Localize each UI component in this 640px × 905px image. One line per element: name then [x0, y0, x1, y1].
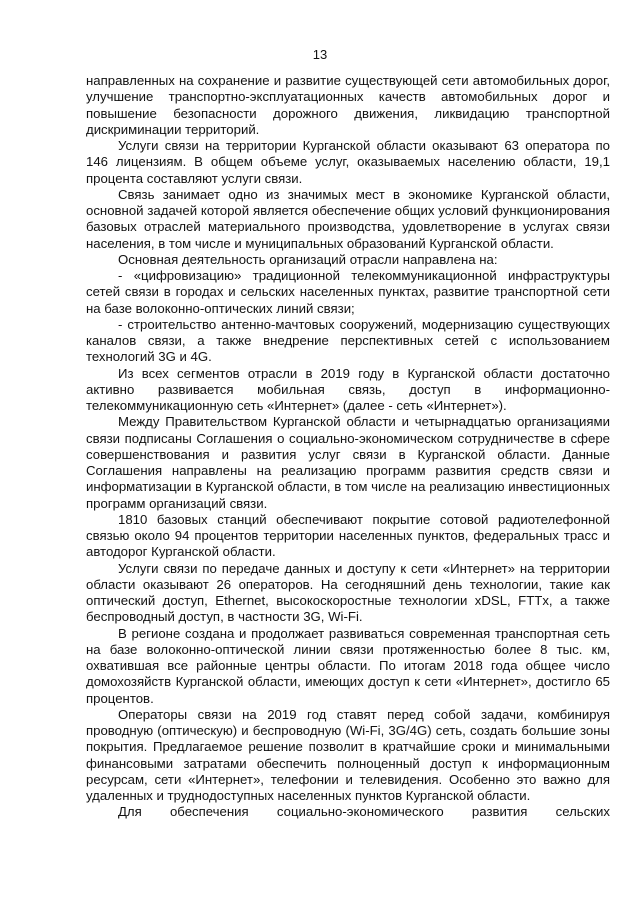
- paragraph: Услуги связи на территории Курганской области оказывают 63 оператора по 146 лицензиям. В общем объеме услуг, оказываемых населению области, 19,1 процента составляют услуги связи.: [86, 138, 610, 186]
- paragraph: Операторы связи на 2019 год ставят перед собой задачи, комбинируя проводную (оптическую) и беспроводную (Wi-Fi, 3G/4G) сеть, создать большие зоны покрытия. Предлагаемое решение позволит в кратчайшие сроки и минимальными финансовыми затратами обеспечить полноценный доступ к информационным ресурсам, сети «Интернет», телефонии и телевидения. Особенно это важно для удаленных и труднодоступных населенных пунктов Курганской области.: [86, 706, 610, 803]
- paragraph: Услуги связи по передаче данных и доступу к сети «Интернет» на территории области оказывают 26 операторов. На сегодняшний день технологии, такие как оптический доступ, Ethernet, высокоскоростные технологии xDSL, FTTx, а также беспроводный доступ, в частности 3G, Wi-Fi.: [86, 560, 610, 625]
- paragraph: В регионе создана и продолжает развиваться современная транспортная сеть на базе волоконно-оптической линии связи протяженностью более 8 тыс. км, охватившая все районные центры области. По итогам 2018 года общее число домохозяйств Курганской области, имеющих доступ к сети «Интернет», достигло 65 процентов.: [86, 625, 610, 706]
- paragraph: Из всех сегментов отрасли в 2019 году в Курганской области достаточно активно развивается мобильная связь, доступ в информационно-телекоммуникационную сеть «Интернет» (далее - сеть «Интернет»).: [86, 365, 610, 413]
- page-number: 13: [312, 47, 328, 62]
- paragraph: - «цифровизацию» традиционной телекоммуникационной инфраструктуры сетей связи в городах и сельских населенных пунктах, развитие транспортной сети на базе волоконно-оптических линий связи;: [86, 268, 610, 316]
- paragraph: - строительство антенно-мачтовых сооружений, модернизацию существующих каналов связи, а также внедрение перспективных сетей с использованием технологий 3G и 4G.: [86, 316, 610, 365]
- paragraph: Между Правительством Курганской области и четырнадцатью организациями связи подписаны Соглашения о социально-экономическом сотрудничестве в сфере совершенствования и развития услуг связи в Курганской области. Данные Соглашения направлены на реализацию программ развития средств связи и информатизации в Курганской области, в том числе на реализацию инвестиционных программ организаций связи.: [86, 414, 610, 511]
- body-text: [86, 73, 610, 821]
- paragraph: 1810 базовых станций обеспечивают покрытие сотовой радиотелефонной связью около 94 процентов территории населенных пунктов, федеральных трасс и автодорог Курганской области.: [86, 511, 610, 560]
- paragraph: Для обеспечения социально-экономического развития сельских: [118, 804, 610, 820]
- paragraph: Связь занимает одно из значимых мест в экономике Курганской области, основной задачей которой является обеспечение общих условий функционирования базовых отраслей материального производства, удовлетворение в услугах связи населения, в том числе и муниципальных образований Курганской области.: [86, 186, 610, 251]
- paragraph: Основная деятельность организаций отрасли направлена на:: [118, 251, 498, 267]
- paragraph: направленных на сохранение и развитие существующей сети автомобильных дорог, улучшение транспортно-эксплуатационных качеств автомобильных дорог и повышение безопасности дорожного движения, ликвидацию транспортной дискриминации территорий.: [86, 73, 610, 137]
